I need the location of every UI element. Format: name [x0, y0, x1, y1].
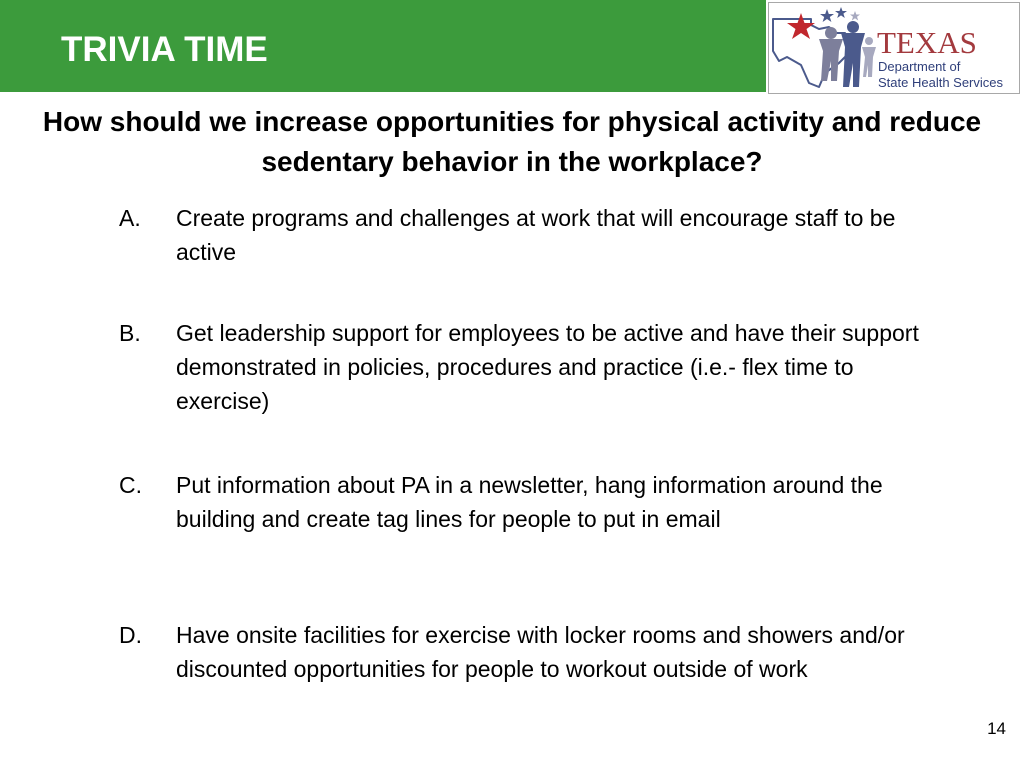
- answer-option-b: [119, 316, 919, 418]
- answer-text: Get leadership support for employees to be active and have their support demonstrated in policies, procedures and practice (i.e.- flex time to exercise): [176, 320, 919, 414]
- slide-title: TRIVIA TIME: [61, 30, 268, 69]
- answer-letter: C.: [119, 472, 142, 498]
- logo-department-text: Department of: [878, 59, 961, 74]
- logo-wordmark: TEXAS: [877, 25, 977, 60]
- answer-letter: D.: [119, 622, 142, 648]
- small-star-icon: [850, 11, 860, 21]
- answer-text: Create programs and challenges at work that will encourage staff to be active: [176, 205, 896, 265]
- answer-option-a: [119, 201, 919, 269]
- answer-text: Put information about PA in a newsletter, hang information around the building and create tag lines for people to put in email: [176, 472, 883, 532]
- dshs-logo: [768, 2, 1020, 94]
- answer-option-c: [119, 468, 919, 536]
- answer-letter: A.: [119, 205, 141, 231]
- header-bar: [0, 0, 766, 92]
- logo-agency-text: State Health Services: [878, 75, 1004, 90]
- answer-option-d: [119, 618, 919, 686]
- small-star-icon: [835, 7, 847, 18]
- small-star-icon: [820, 9, 834, 22]
- page-number: 14: [987, 719, 1006, 738]
- trivia-question: How should we increase opportunities for physical activity and reduce sedentary behavior in the workplace?: [42, 106, 982, 177]
- answer-letter: B.: [119, 320, 141, 346]
- people-figures-icon: [819, 21, 876, 87]
- answer-text: Have onsite facilities for exercise with locker rooms and showers and/or discounted opportunities for people to workout outside of work: [176, 622, 905, 682]
